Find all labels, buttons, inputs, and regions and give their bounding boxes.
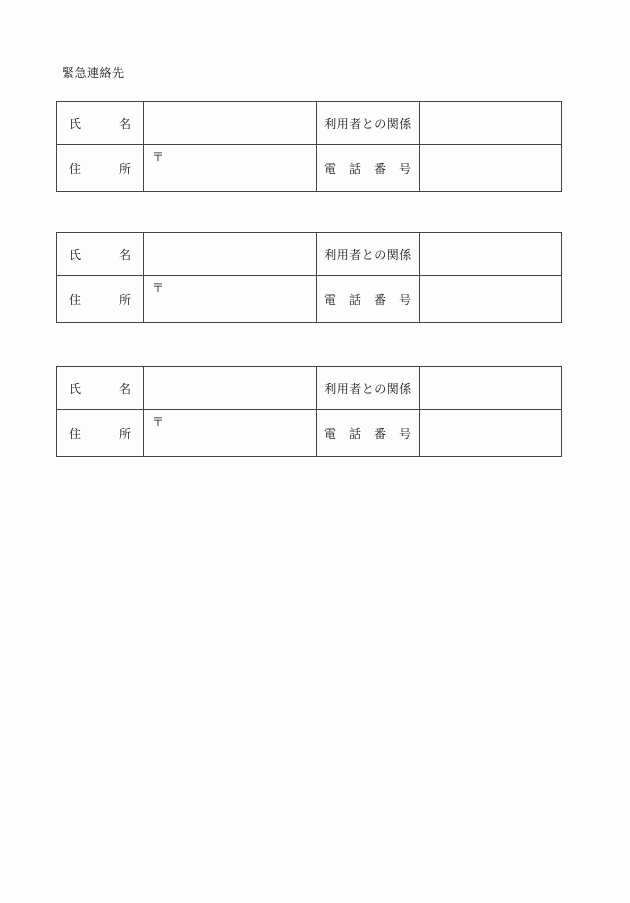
address-label-char: 住: [69, 426, 82, 441]
relation-label: 利用者との関係: [324, 116, 412, 131]
name-label-char: 名: [118, 247, 131, 262]
address-row: [57, 145, 562, 192]
phone-label-char: 電: [324, 161, 337, 176]
address-row: [57, 410, 562, 457]
address-label-cell: [57, 410, 144, 457]
name-row: [57, 233, 562, 276]
phone-label-char: 番: [373, 426, 386, 441]
address-value-field[interactable]: [144, 145, 317, 192]
phone-label-char: 電: [324, 426, 337, 441]
name-value-field[interactable]: [144, 367, 317, 410]
address-value-field[interactable]: [144, 276, 317, 323]
relation-label: 利用者との関係: [324, 381, 412, 396]
relation-label-cell: [317, 367, 420, 410]
address-label-char: 所: [118, 292, 131, 307]
name-value-field[interactable]: [144, 233, 317, 276]
relation-value-field[interactable]: [420, 102, 562, 145]
phone-label-char: 号: [398, 292, 411, 307]
phone-label-char: 話: [348, 161, 361, 176]
postal-mark: 〒: [152, 150, 165, 164]
address-label-char: 住: [69, 161, 82, 176]
address-label-char: 所: [118, 426, 131, 441]
phone-value-field[interactable]: [420, 276, 562, 323]
name-label-char: 名: [118, 381, 131, 396]
phone-label-cell: [317, 145, 420, 192]
postal-mark: 〒: [152, 281, 165, 295]
phone-label-char: 号: [398, 426, 411, 441]
page-title: 緊急連絡先: [62, 66, 125, 80]
relation-label-cell: [317, 233, 420, 276]
relation-label: 利用者との関係: [324, 247, 412, 262]
address-label-char: 住: [69, 292, 82, 307]
phone-label-cell: [317, 410, 420, 457]
name-row: [57, 367, 562, 410]
contact-table-2: [56, 232, 562, 323]
phone-label-char: 番: [373, 161, 386, 176]
postal-mark: 〒: [152, 415, 165, 429]
address-label-char: 所: [118, 161, 131, 176]
contact-table-3: [56, 366, 562, 457]
name-label-char: 氏: [69, 247, 82, 262]
relation-value-field[interactable]: [420, 367, 562, 410]
address-row: [57, 276, 562, 323]
phone-label-char: 話: [348, 426, 361, 441]
name-label-char: 氏: [69, 381, 82, 396]
name-label-cell: [57, 367, 144, 410]
phone-label-char: 番: [373, 292, 386, 307]
relation-label-cell: [317, 102, 420, 145]
name-label-cell: [57, 233, 144, 276]
phone-value-field[interactable]: [420, 145, 562, 192]
phone-label-char: 話: [348, 292, 361, 307]
phone-label-cell: [317, 276, 420, 323]
name-label-char: 氏: [69, 116, 82, 131]
address-label-cell: [57, 276, 144, 323]
name-label-cell: [57, 102, 144, 145]
phone-label-char: 号: [398, 161, 411, 176]
name-row: [57, 102, 562, 145]
name-value-field[interactable]: [144, 102, 317, 145]
name-label-char: 名: [118, 116, 131, 131]
phone-value-field[interactable]: [420, 410, 562, 457]
address-label-cell: [57, 145, 144, 192]
relation-value-field[interactable]: [420, 233, 562, 276]
address-value-field[interactable]: [144, 410, 317, 457]
contact-table-1: [56, 101, 562, 192]
phone-label-char: 電: [324, 292, 337, 307]
